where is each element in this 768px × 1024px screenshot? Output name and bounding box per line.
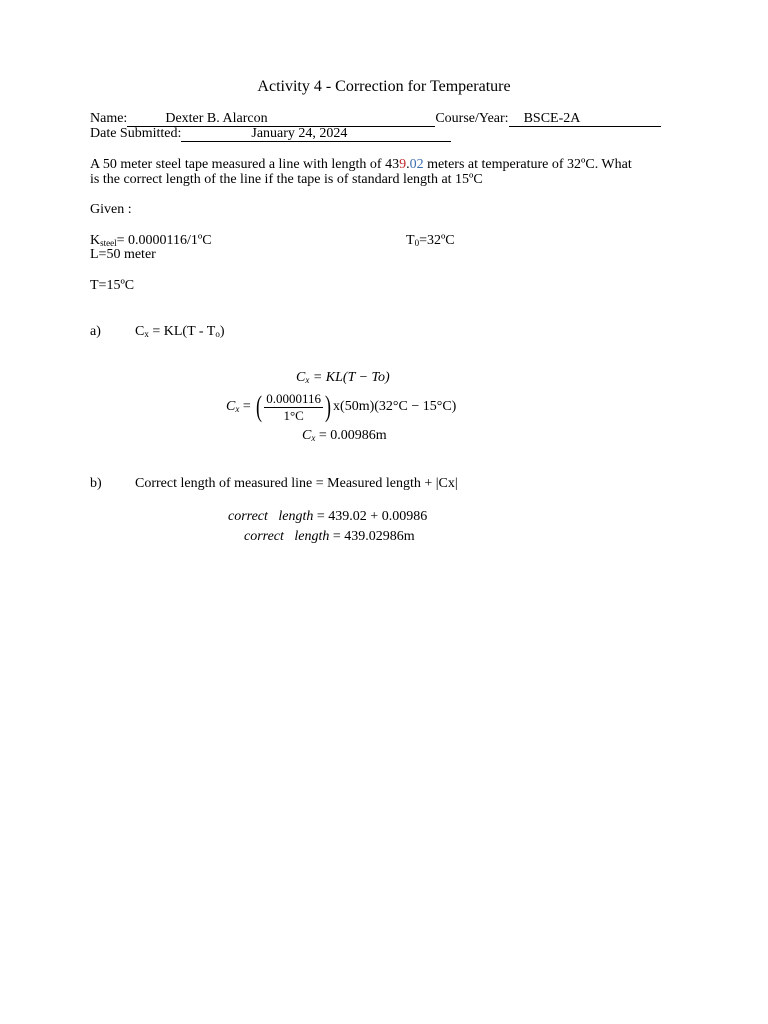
formula-end: ): [219, 324, 225, 339]
formula-c-sub: x: [144, 329, 149, 339]
given-l: L=50 meter: [90, 247, 156, 262]
eq-b-2-right: = 439.02986m: [332, 529, 415, 544]
eq-a-3: $C_x = 0.00986m$: [302, 428, 387, 443]
page-title: Activity 4 - Correction for Temperature: [257, 78, 511, 95]
t0-symbol: T: [406, 233, 415, 248]
eq-a-1-rhs: = KL(T − To): [312, 370, 390, 385]
given-label: Given :: [90, 202, 132, 217]
course-value: BSCE-2A: [523, 111, 581, 126]
date-field: [181, 127, 451, 142]
part-a-label: a): [90, 324, 101, 339]
eq-b-1: [228, 509, 427, 525]
given-t0: [406, 233, 455, 249]
problem-text-b: meters at temperature of 32ºC. What: [423, 157, 632, 172]
name-label: Name:: [90, 111, 128, 126]
course-label: Course/Year:: [435, 111, 509, 126]
problem-blue-digits: 02: [409, 157, 424, 172]
name-value: Dexter B. Alarcon: [165, 111, 268, 126]
fraction-denominator: 1°C: [283, 407, 304, 423]
part-b-text: Correct length of measured line = Measured length + |Cx|: [135, 476, 458, 491]
k-value: = 0.0000116/1ºC: [116, 233, 212, 248]
fraction-numerator: 0.0000116: [266, 390, 322, 406]
name-row: [90, 111, 661, 127]
course-field: [509, 112, 661, 127]
eq-a-3-rhs: = 0.00986m: [318, 428, 387, 443]
part-a-formula: [135, 324, 225, 340]
eq-a-2-rest: x(50m)(32°C − 15°C): [333, 399, 457, 415]
part-b-label: b): [90, 476, 102, 491]
formula-rest: = KL(T - T: [148, 324, 216, 339]
eq-a-1: $C_x = KL(T - To)$: [296, 370, 390, 385]
k-subscript: steel: [100, 238, 117, 248]
t0-value: =32ºC: [419, 233, 455, 248]
k-symbol: K: [90, 233, 101, 248]
problem-text-a: A 50 meter steel tape measured a line with length of 43: [90, 157, 400, 172]
eq-a-2: $C_x$ = ( $\frac{0.0000116}{1^\circ C}$ ) x(50m)(32°C − 15°C): [226, 390, 457, 423]
problem-red-digit: 9: [399, 157, 407, 172]
eq-b-1-right: = 439.02 + 0.00986: [316, 509, 428, 524]
fraction: [264, 391, 323, 424]
eq-b-2: [244, 529, 415, 545]
paren-close: ): [325, 390, 332, 423]
date-row: [90, 126, 451, 142]
given-t: T=15ºC: [90, 278, 135, 293]
eq-b-1-left: correct length: [228, 509, 314, 524]
date-label: Date Submitted:: [90, 126, 182, 141]
formula-t-sub: o: [215, 329, 220, 339]
eq-b-2-left: correct length: [244, 529, 330, 544]
formula-c: C: [135, 324, 145, 339]
problem-line-2: is the correct length of the line if the tape is of standard length at 15ºC: [90, 172, 483, 187]
problem-line-1: [90, 157, 632, 173]
problem-dot: .: [406, 157, 410, 172]
t0-subscript: 0: [414, 238, 420, 248]
name-field: [127, 112, 435, 127]
date-value: January 24, 2024: [251, 126, 348, 141]
paren-open: (: [256, 390, 263, 423]
